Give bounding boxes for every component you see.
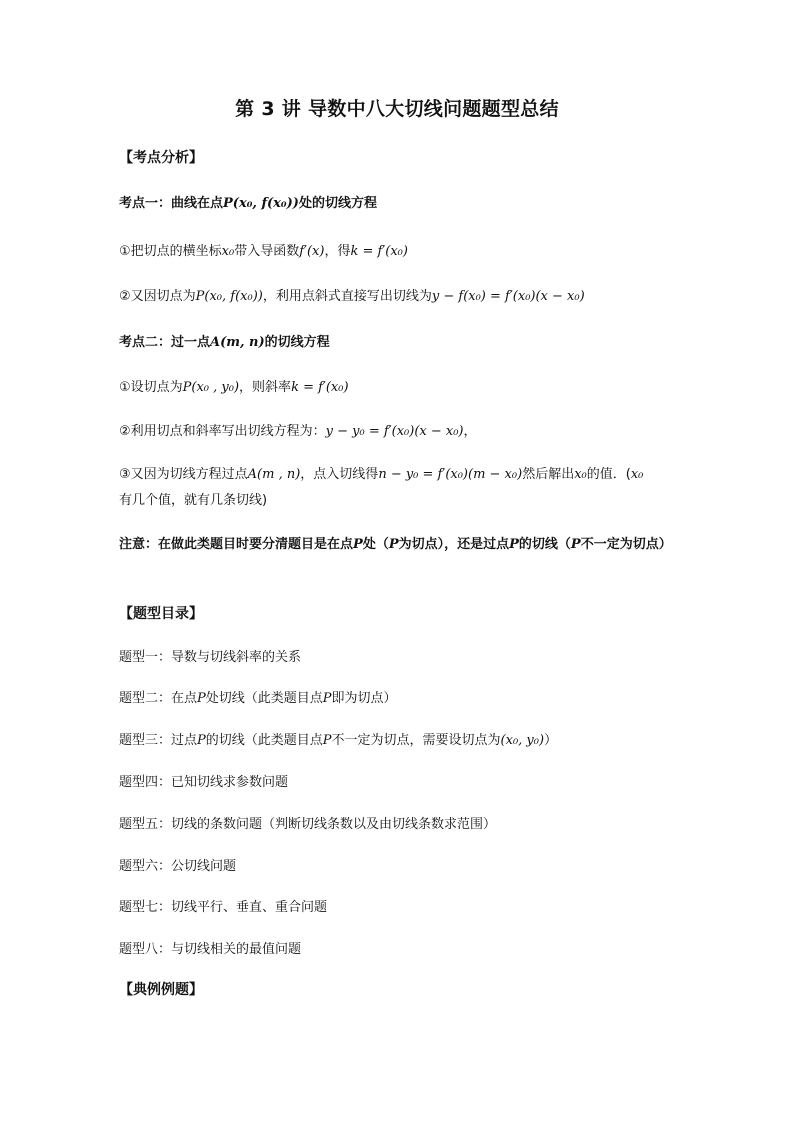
math: P <box>353 537 363 552</box>
page-title: 第 3 讲 导数中八大切线问题题型总结 <box>235 98 559 120</box>
text: ，利用点斜式直接写出切线为 <box>262 289 432 304</box>
text: 不一定为切点） <box>580 537 672 552</box>
type-item <box>119 731 679 751</box>
kp1-suffix: 处的切线方程 <box>298 196 377 211</box>
key-point-2-heading <box>119 333 679 353</box>
kp2-label: 考点二：过一点 <box>119 335 211 350</box>
type-item <box>119 689 679 709</box>
note-paragraph <box>119 532 679 558</box>
key-point-1-heading <box>119 194 679 214</box>
type-item: 题型四：已知切线求参数问题 <box>119 775 289 790</box>
kp2-step-1 <box>119 378 679 398</box>
math: k = f′(x₀) <box>350 244 408 259</box>
math: P <box>570 537 581 552</box>
text: 题型三：过点 <box>119 733 198 748</box>
text: 的值．( <box>586 467 631 482</box>
math: n − y₀ = f′(x₀)(m − x₀) <box>378 467 523 482</box>
type-item: 题型六：公切线问题 <box>119 859 237 874</box>
section-heading-examples: 【典例例题】 <box>119 982 203 998</box>
section-heading-types: 【题型目录】 <box>119 606 203 622</box>
text: 不一定为切点，需要设切点为 <box>331 733 501 748</box>
math: y − f(x₀) = f′(x₀)(x − x₀) <box>431 289 585 304</box>
text: 的切线（此类题目点 <box>205 733 323 748</box>
kp1-step-2 <box>119 287 679 307</box>
math: P <box>388 537 399 552</box>
text: ） <box>544 733 558 748</box>
math: P(x₀ , y₀) <box>182 380 240 395</box>
math: P(x₀, f(x₀)) <box>195 289 263 304</box>
text: ①把切点的横坐标 <box>119 244 222 259</box>
text: 即为切点） <box>331 691 397 706</box>
math: P <box>197 733 206 748</box>
math: P <box>322 691 332 706</box>
math: x₀ <box>630 467 644 482</box>
text: 处（ <box>362 537 389 552</box>
math: k = f′(x₀) <box>291 380 349 395</box>
type-item: 题型五：切线的条数问题（判断切线条数以及由切线条数求范围） <box>119 817 497 832</box>
type-item: 题型一：导数与切线斜率的关系 <box>119 650 302 665</box>
text: 在做此类题目时要分清题目是在点 <box>158 537 354 552</box>
note-label: 注意： <box>119 537 159 552</box>
text: ，则斜率 <box>239 380 292 395</box>
math: x₀ <box>574 467 587 482</box>
text: ①设切点为 <box>119 380 183 395</box>
math: P <box>197 691 206 706</box>
text: 带入导函数 <box>234 244 300 259</box>
text: ②利用切点和斜率写出切线方程为： <box>119 424 326 439</box>
text: ，点入切线得 <box>300 467 379 482</box>
kp1-step-1 <box>119 242 679 262</box>
text: ②又因切点为 <box>119 289 196 304</box>
text: 有几个值，就有几条切线) <box>119 493 268 508</box>
kp1-label: 考点一：曲线在点 <box>119 196 224 211</box>
text: ，得 <box>324 244 351 259</box>
type-item: 题型七：切线平行、垂直、重合问题 <box>119 900 328 915</box>
text: 然后解出 <box>522 467 575 482</box>
section-heading-analysis: 【考点分析】 <box>119 150 203 166</box>
math: (x₀, y₀) <box>500 733 545 748</box>
text: 题型二：在点 <box>119 691 198 706</box>
kp2-step-3 <box>119 462 679 514</box>
math: A(m , n) <box>247 467 301 482</box>
text: ， <box>463 424 477 439</box>
kp2-step-2 <box>119 422 679 442</box>
text: 为切点），还是过点 <box>398 537 510 552</box>
text: ③又因为切线方程过点 <box>119 467 248 482</box>
math: y − y₀ = f′(x₀)(x − x₀) <box>325 424 464 439</box>
math: f′(x) <box>299 244 325 259</box>
kp2-suffix: 的切线方程 <box>264 335 330 350</box>
kp1-math: P(x₀, f(x₀)) <box>223 196 299 211</box>
text: 处切线（此类题目点 <box>205 691 323 706</box>
text: 的切线（ <box>518 537 571 552</box>
math: P <box>322 733 332 748</box>
math: x₀ <box>221 244 235 259</box>
math: P <box>509 537 519 552</box>
type-item: 题型八：与切线相关的最值问题 <box>119 942 302 957</box>
kp2-math: A(m, n) <box>210 335 265 350</box>
